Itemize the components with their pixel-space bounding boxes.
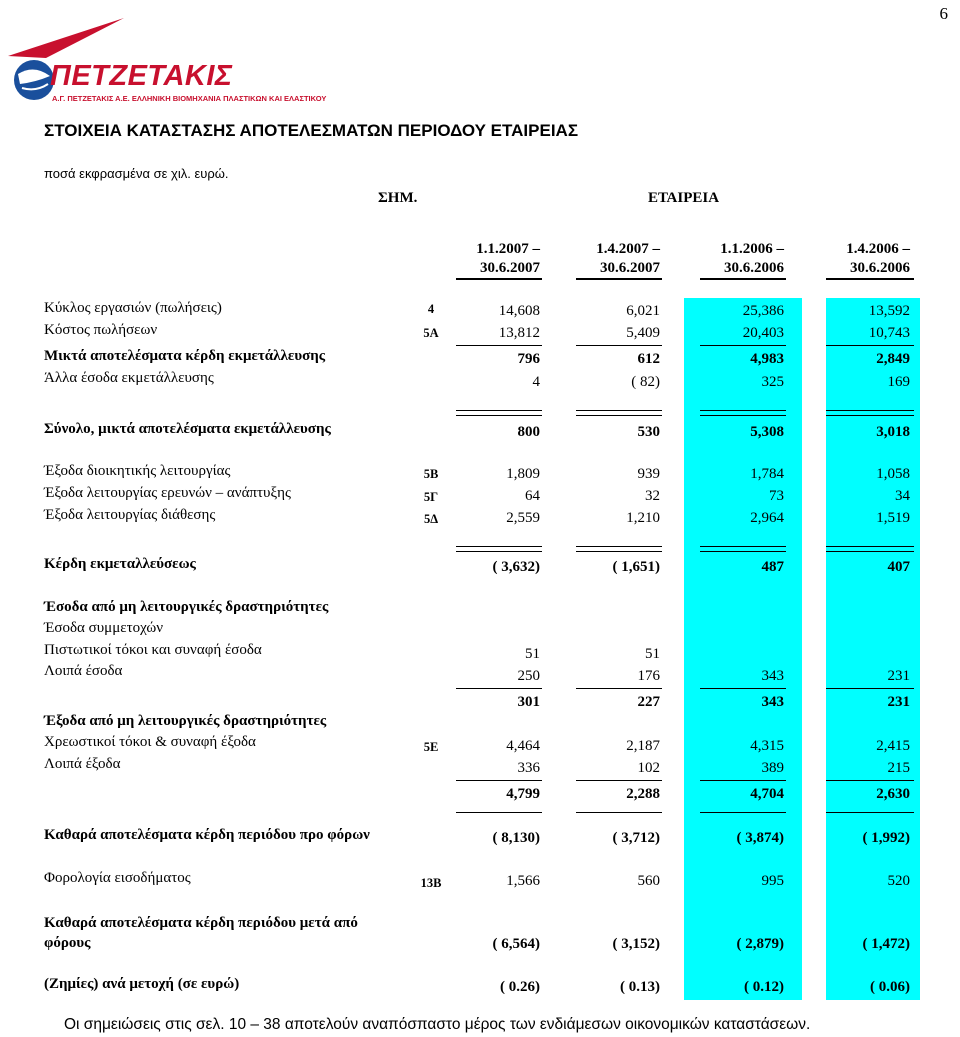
column-header-1-end: 30.6.2007 [480, 260, 540, 276]
cell-total-gross-3: 5,308 [750, 424, 784, 440]
section-nonop-income: Έσοδα από μη λειτουργικές δραστηριότητες [44, 599, 329, 615]
cell-nonop-exp-total-4: 2,630 [876, 786, 910, 802]
row-note-admin: 5Β [423, 467, 439, 481]
total-rule [826, 546, 914, 552]
cell-distribution-1: 2,559 [506, 510, 540, 526]
currency-note: ποσά εκφρασμένα σε χιλ. ευρώ. [44, 166, 229, 181]
cell-eps-3: ( 0.12) [744, 979, 784, 995]
cell-admin-3: 1,784 [750, 466, 784, 482]
total-rule [576, 410, 662, 416]
row-note-rnd: 5Γ [423, 490, 439, 504]
cell-operating-2: ( 1,651) [612, 559, 660, 575]
cell-sales-4: 13,592 [868, 303, 910, 319]
cell-interest-income-2: 51 [645, 646, 660, 662]
statement-title: ΣΤΟΙΧΕΙΑ ΚΑΤΑΣΤΑΣΗΣ ΑΠΟΤΕΛΕΣΜΑΤΩΝ ΠΕΡΙΟΔΟΥ ΕΤΑΙΡΕΙΑΣ [44, 121, 579, 140]
row-label-eps: (Ζημίες) ανά μετοχή (σε ευρώ) [44, 976, 240, 992]
cell-eps-1: ( 0.26) [500, 979, 540, 995]
total-rule [826, 410, 914, 416]
cell-cogs-4: 10,743 [868, 325, 910, 341]
column-header-2 [570, 240, 660, 278]
subtotal-rule [576, 345, 662, 346]
cell-gross-4: 2,849 [876, 351, 910, 367]
total-rule [700, 410, 786, 416]
row-label-pat: φόρους [44, 935, 91, 951]
subtotal-rule [576, 688, 662, 689]
row-label-pbt: Καθαρά αποτελέσματα κέρδη περιόδου προ φόρων [44, 827, 370, 843]
cell-tax-3: 995 [761, 873, 784, 889]
total-rule [700, 546, 786, 552]
row-note-interest-exp: 5Ε [423, 740, 439, 754]
column-header-4-end: 30.6.2006 [850, 260, 910, 276]
cell-nonop-exp-total-2: 2,288 [626, 786, 660, 802]
logo-wordmark: ΠΕΤΖΕΤΑΚΙΣ [50, 60, 233, 92]
row-label-other-income: Λοιπά έσοδα [44, 663, 123, 679]
cell-pat-4: ( 1,472) [862, 936, 910, 952]
cell-gross-3: 4,983 [750, 351, 784, 367]
cell-other-exp-2: 102 [637, 760, 660, 776]
cell-other-income-1: 250 [517, 668, 540, 684]
subtotal-rule [826, 345, 914, 346]
column-header-4-start: 1.4.2006 – [846, 241, 910, 257]
cell-admin-2: 939 [637, 466, 660, 482]
row-label-associates: Έσοδα συμμετοχών [44, 620, 164, 636]
subtotal-rule [826, 688, 914, 689]
cell-sales-1: 14,608 [498, 303, 540, 319]
column-header-3-start: 1.1.2006 – [720, 241, 784, 257]
subtotal-rule [700, 780, 786, 781]
subtotal-rule [826, 780, 914, 781]
row-label-rnd: Έξοδα λειτουργίας ερευνών – ανάπτυξης [44, 485, 291, 501]
cell-interest-income-1: 51 [525, 646, 540, 662]
header-rule [700, 278, 786, 280]
total-rule [456, 546, 542, 552]
cell-pbt-3: ( 3,874) [736, 830, 784, 846]
cell-interest-exp-2: 2,187 [626, 738, 660, 754]
total-rule [576, 546, 662, 552]
highlight-column-3 [684, 298, 802, 1000]
cell-operating-4: 407 [887, 559, 910, 575]
cell-other-op-income-2: ( 82) [631, 374, 660, 390]
cell-sales-2: 6,021 [626, 303, 660, 319]
column-header-1-start: 1.1.2007 – [476, 241, 540, 257]
cell-distribution-4: 1,519 [876, 510, 910, 526]
header-rule [826, 278, 914, 280]
row-label-pat-line1: Καθαρά αποτελέσματα κέρδη περιόδου μετά από [44, 915, 358, 931]
cell-interest-exp-3: 4,315 [750, 738, 784, 754]
footer-note: Οι σημειώσεις στις σελ. 10 – 38 αποτελούν αναπόσπαστο μέρος των ενδιάμεσων οικονομικών καταστάσεων. [64, 1016, 811, 1033]
cell-cogs-3: 20,403 [742, 325, 784, 341]
page-number: 6 [939, 4, 948, 23]
cell-eps-4: ( 0.06) [870, 979, 910, 995]
cell-cogs-2: 5,409 [626, 325, 660, 341]
cell-other-income-3: 343 [761, 668, 784, 684]
cell-pbt-2: ( 3,712) [612, 830, 660, 846]
subtotal-rule [456, 688, 542, 689]
column-header-2-end: 30.6.2007 [600, 260, 660, 276]
cell-operating-3: 487 [761, 559, 784, 575]
header-rule [456, 278, 542, 280]
cell-tax-1: 1,566 [506, 873, 540, 889]
total-rule [456, 410, 542, 416]
cell-tax-2: 560 [637, 873, 660, 889]
row-label-interest-exp: Χρεωστικοί τόκοι & συναφή έξοδα [44, 734, 256, 750]
column-header-3-end: 30.6.2006 [724, 260, 784, 276]
cell-total-gross-2: 530 [637, 424, 660, 440]
row-label-interest-income: Πιστωτικοί τόκοι και συναφή έσοδα [44, 642, 262, 658]
cell-pbt-4: ( 1,992) [862, 830, 910, 846]
cell-other-op-income-1: 4 [532, 374, 540, 390]
cell-total-gross-1: 800 [517, 424, 540, 440]
subtotal-rule [456, 780, 542, 781]
cell-rnd-2: 32 [645, 488, 660, 504]
cell-other-exp-4: 215 [887, 760, 910, 776]
cell-pat-3: ( 2,879) [736, 936, 784, 952]
highlight-column-4 [826, 298, 920, 1000]
cell-rnd-3: 73 [769, 488, 784, 504]
row-label-total-gross: Σύνολο, μικτά αποτελέσματα εκμετάλλευσης [44, 421, 331, 437]
cell-other-op-income-3: 325 [761, 374, 784, 390]
row-label-admin: Έξοδα διοικητικής λειτουργίας [44, 463, 231, 479]
cell-other-income-4: 231 [887, 668, 910, 684]
section-nonop-expense: Έξοδα από μη λειτουργικές δραστηριότητες [44, 713, 327, 729]
subtotal-rule [576, 812, 662, 813]
row-label-gross: Μικτά αποτελέσματα κέρδη εκμετάλλευσης [44, 348, 326, 364]
cell-pbt-1: ( 8,130) [492, 830, 540, 846]
cell-other-exp-3: 389 [761, 760, 784, 776]
subtotal-rule [700, 688, 786, 689]
row-label-cogs: Κόστος πωλήσεων [44, 322, 158, 338]
cell-cogs-1: 13,812 [498, 325, 540, 341]
row-note-tax: 13Β [420, 876, 442, 890]
cell-tax-4: 520 [887, 873, 910, 889]
note-column-header: ΣΗΜ. [378, 190, 418, 206]
cell-total-gross-4: 3,018 [876, 424, 910, 440]
cell-other-exp-1: 336 [517, 760, 540, 776]
subtotal-rule [700, 345, 786, 346]
row-label-sales: Κύκλος εργασιών (πωλήσεις) [44, 300, 222, 316]
row-note-cogs: 5Α [423, 326, 439, 340]
cell-operating-1: ( 3,632) [492, 559, 540, 575]
cell-interest-exp-1: 4,464 [506, 738, 540, 754]
cell-sales-3: 25,386 [742, 303, 784, 319]
row-label-other-exp: Λοιπά έξοδα [44, 756, 121, 772]
logo-tagline: Α.Γ. ΠΕΤΖΕΤΑΚΙΣ Α.Ε. ΕΛΛΗΝΙΚΗ ΒΙΟΜΗΧΑΝΙΑ ΠΛΑΣΤΙΚΩΝ ΚΑΙ ΕΛΑΣΤΙΚΟΥ [52, 94, 327, 103]
subtotal-rule [456, 345, 542, 346]
column-header-2-start: 1.4.2007 – [596, 241, 660, 257]
cell-admin-1: 1,809 [506, 466, 540, 482]
company-header: ΕΤΑΙΡΕΙΑ [648, 190, 720, 206]
row-note-sales: 4 [427, 302, 435, 316]
cell-admin-4: 1,058 [876, 466, 910, 482]
row-label-tax: Φορολογία εισοδήματος [44, 870, 191, 886]
column-header-1 [450, 240, 540, 278]
cell-gross-1: 796 [517, 351, 540, 367]
cell-nonop-income-total-4: 231 [887, 694, 910, 710]
subtotal-rule [700, 812, 786, 813]
cell-interest-exp-4: 2,415 [876, 738, 910, 754]
column-header-3 [694, 240, 784, 278]
cell-eps-2: ( 0.13) [620, 979, 660, 995]
row-note-distribution: 5Δ [423, 512, 439, 526]
cell-rnd-4: 34 [895, 488, 910, 504]
row-label-distribution: Έξοδα λειτουργίας διάθεσης [44, 507, 216, 523]
cell-distribution-3: 2,964 [750, 510, 784, 526]
subtotal-rule [456, 812, 542, 813]
cell-other-income-2: 176 [637, 668, 660, 684]
cell-nonop-income-total-3: 343 [761, 694, 784, 710]
cell-nonop-exp-total-3: 4,704 [750, 786, 784, 802]
cell-nonop-exp-total-1: 4,799 [506, 786, 540, 802]
row-label-other-op-income: Άλλα έσοδα εκμετάλλευσης [44, 370, 214, 386]
row-label-operating: Κέρδη εκμεταλλεύσεως [44, 556, 196, 572]
cell-other-op-income-4: 169 [887, 374, 910, 390]
cell-nonop-income-total-1: 301 [517, 694, 540, 710]
cell-gross-2: 612 [637, 351, 660, 367]
cell-distribution-2: 1,210 [626, 510, 660, 526]
header-rule [576, 278, 662, 280]
subtotal-rule [826, 812, 914, 813]
cell-nonop-income-total-2: 227 [637, 694, 660, 710]
column-header-4 [820, 240, 910, 278]
cell-pat-2: ( 3,152) [612, 936, 660, 952]
cell-rnd-1: 64 [525, 488, 540, 504]
subtotal-rule [576, 780, 662, 781]
cell-pat-1: ( 6,564) [492, 936, 540, 952]
